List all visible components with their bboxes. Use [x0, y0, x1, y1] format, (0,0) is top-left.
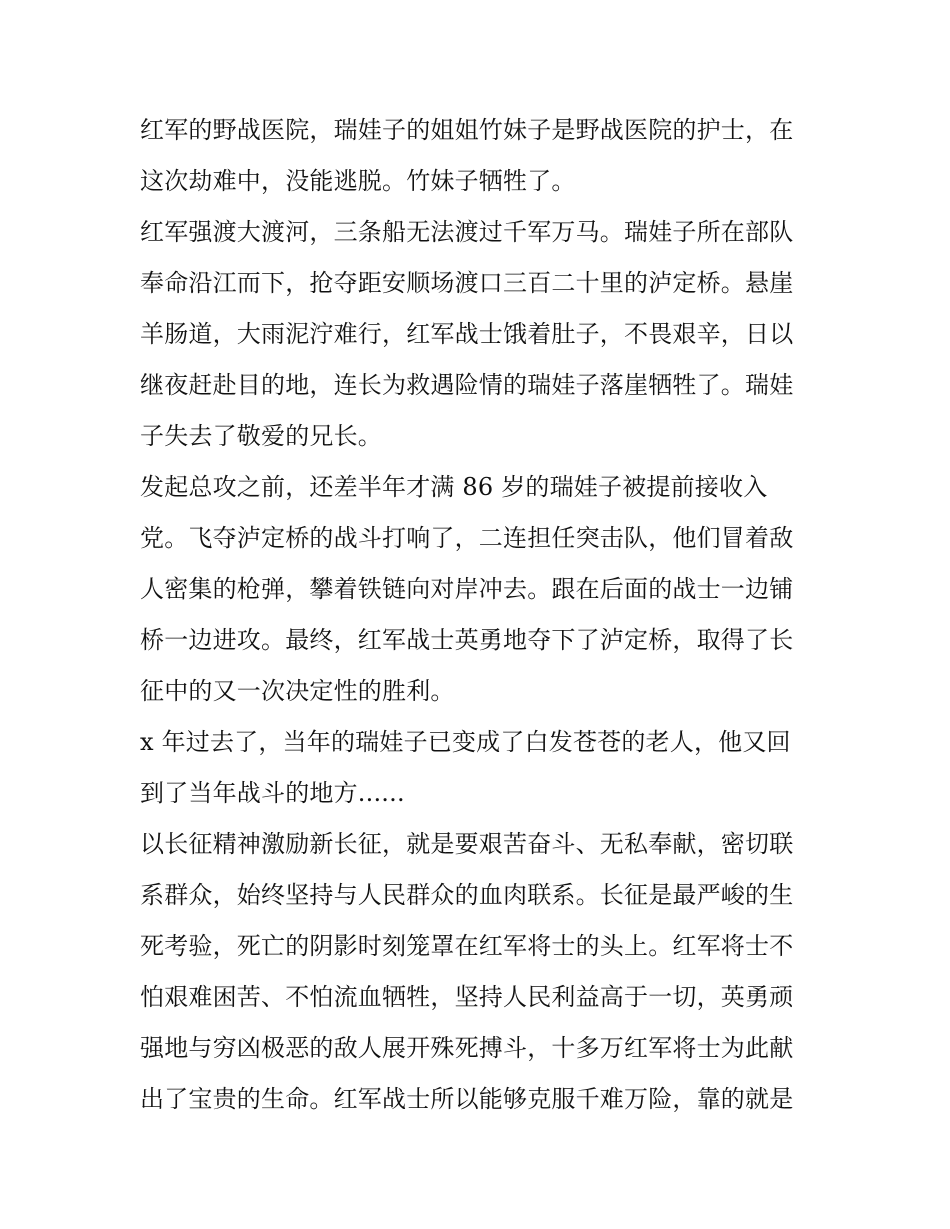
text-line: 这次劫难中，没能逃脱。竹妹子牺牲了。	[140, 167, 576, 195]
text-line: 死考验，死亡的阴影时刻笼罩在红军将士的头上。红军将士不	[140, 932, 794, 960]
text-line: 党。飞夺泸定桥的战斗打响了，二连担任突击队，他们冒着敌	[140, 524, 794, 552]
text-line: 强地与穷凶极恶的敌人展开殊死搏斗，十多万红军将士为此献	[140, 1034, 794, 1062]
text-line: 发起总攻之前，还差半年才满 86 岁的瑞娃子被提前接收入	[140, 473, 768, 501]
text-line: 子失去了敬爱的兄长。	[140, 422, 382, 450]
text-line: 继夜赶赴目的地，连长为救遇险情的瑞娃子落崖牺牲了。瑞娃	[140, 371, 794, 399]
text-line: 桥一边进攻。最终，红军战士英勇地夺下了泸定桥，取得了长	[140, 626, 794, 654]
text-line: 人密集的枪弹，攀着铁链向对岸冲去。跟在后面的战士一边铺	[140, 575, 794, 603]
text-line: 羊肠道，大雨泥泞难行，红军战士饿着肚子，不畏艰辛，日以	[140, 320, 794, 348]
text-line: 红军强渡大渡河，三条船无法渡过千军万马。瑞娃子所在部队	[140, 218, 794, 246]
text-line: 奉命沿江而下，抢夺距安顺场渡口三百二十里的泸定桥。悬崖	[140, 269, 794, 297]
text-line: x 年过去了，当年的瑞娃子已变成了白发苍苍的老人，他又回	[140, 728, 791, 756]
text-line: 系群众，始终坚持与人民群众的血肉联系。长征是最严峻的生	[140, 881, 794, 909]
text-line: 以长征精神激励新长征，就是要艰苦奋斗、无私奉献，密切联	[140, 830, 794, 858]
text-line: 到了当年战斗的地方......	[140, 779, 405, 807]
text-line: 出了宝贵的生命。红军战士所以能够克服千难万险，靠的就是	[140, 1085, 794, 1113]
text-line: 怕艰难困苦、不怕流血牺牲，坚持人民利益高于一切，英勇顽	[140, 983, 794, 1011]
text-line: 征中的又一次决定性的胜利。	[140, 677, 455, 705]
text-line: 红军的野战医院，瑞娃子的姐姐竹妹子是野战医院的护士，在	[140, 116, 794, 144]
document-body	[140, 105, 820, 1125]
